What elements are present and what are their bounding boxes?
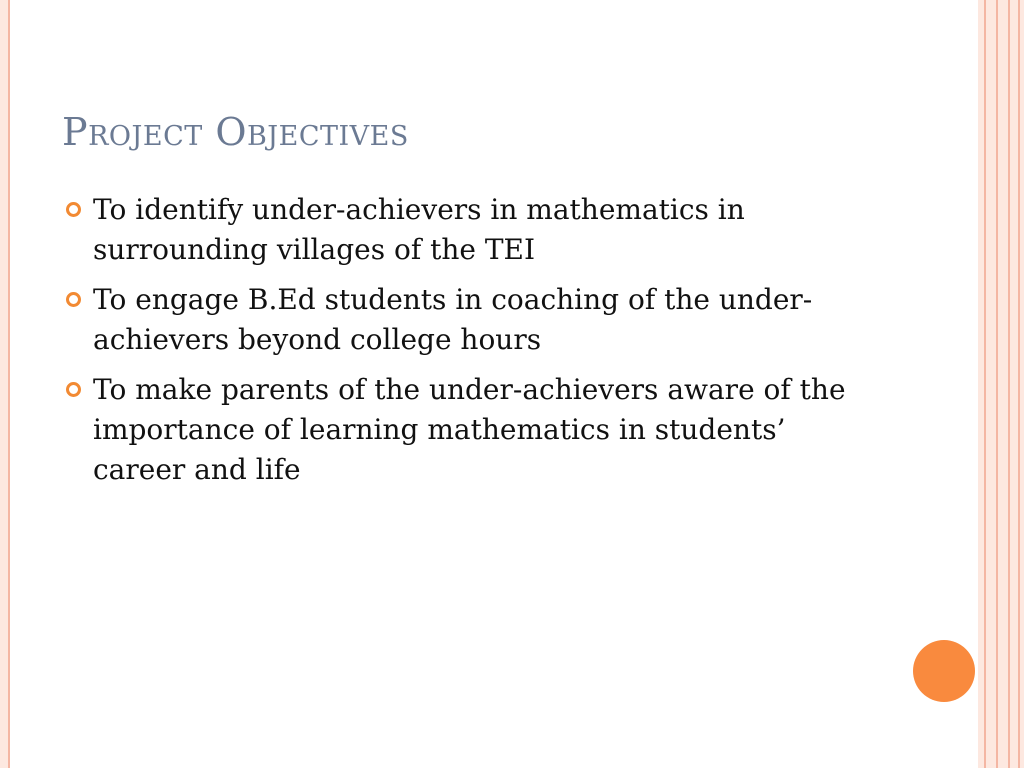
right-border-stripe [984, 0, 986, 768]
bullet-text: To make parents of the under-achievers aware of the importance of learning mathematics in students’ career and life [93, 373, 846, 486]
bullet-list [66, 190, 886, 500]
decorative-circle-icon [913, 640, 975, 702]
right-border [978, 0, 1024, 768]
bullet-item [66, 370, 886, 490]
right-border-stripe [1008, 0, 1010, 768]
bullet-ring-icon [66, 202, 81, 217]
right-border-stripe [1018, 0, 1020, 768]
bullet-text: To identify under-achievers in mathematics in surrounding villages of the TEI [93, 193, 745, 266]
slide-title: Project Objectives [62, 110, 409, 154]
bullet-ring-icon [66, 292, 81, 307]
bullet-text: To engage B.Ed students in coaching of the under-achievers beyond college hours [93, 283, 813, 356]
right-border-stripe [996, 0, 998, 768]
bullet-item [66, 280, 886, 360]
bullet-item [66, 190, 886, 270]
bullet-ring-icon [66, 382, 81, 397]
left-border [0, 0, 10, 768]
